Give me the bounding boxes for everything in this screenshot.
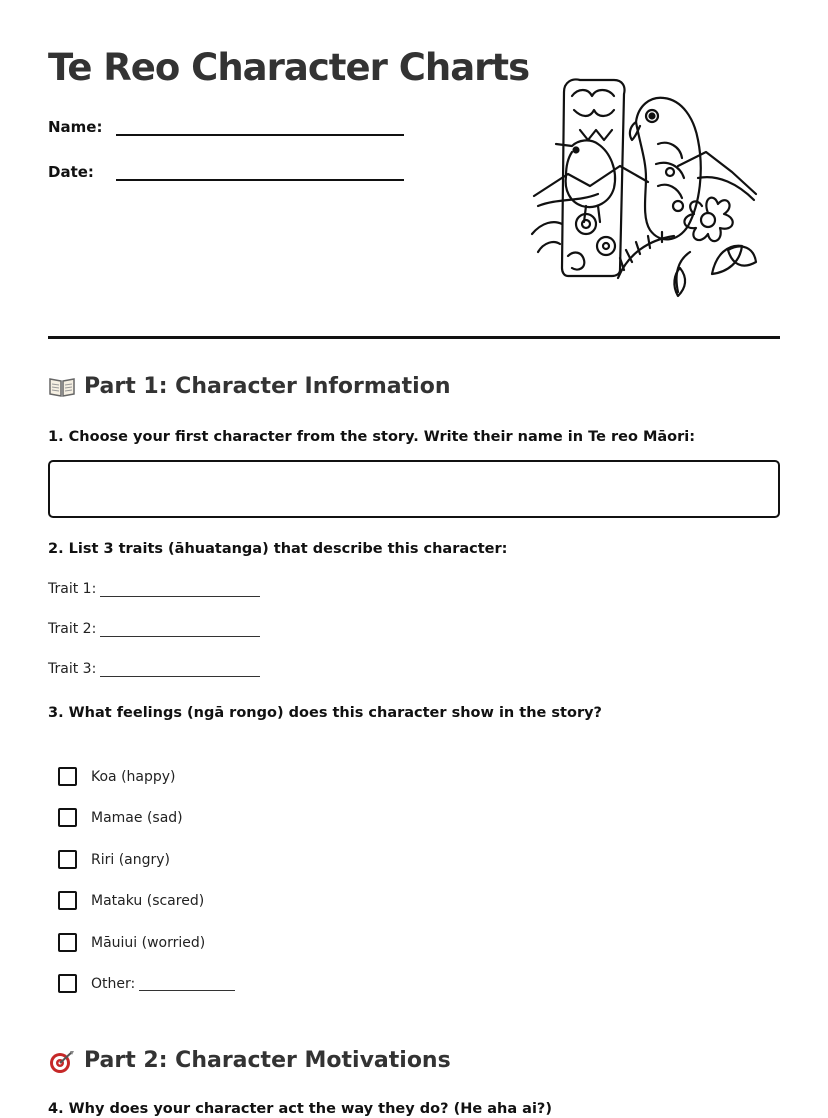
trait-label: Trait 1: xyxy=(48,581,97,597)
feeling-option-koa[interactable] xyxy=(58,767,176,786)
checkbox[interactable] xyxy=(58,974,77,993)
name-label: Name: xyxy=(48,118,103,136)
date-field-row xyxy=(48,161,404,181)
date-line[interactable] xyxy=(116,161,404,181)
part2-heading-text: Part 2: Character Motivations xyxy=(84,1048,451,1073)
feeling-label: Māuiui (worried) xyxy=(91,934,206,951)
feeling-label: Mamae (sad) xyxy=(91,809,183,826)
trait-blank[interactable] xyxy=(100,662,260,677)
dart-target-icon xyxy=(48,1049,76,1073)
checkbox[interactable] xyxy=(58,933,77,952)
feeling-label: Koa (happy) xyxy=(91,768,176,785)
feeling-label: Riri (angry) xyxy=(91,851,171,868)
question-1: 1. Choose your first character from the story. Write their name in Te reo Māori: xyxy=(48,429,696,445)
trait-row-1 xyxy=(48,581,260,597)
part1-heading-text: Part 1: Character Information xyxy=(84,374,451,399)
feeling-option-mauiui[interactable] xyxy=(58,933,205,952)
feeling-option-riri[interactable] xyxy=(58,850,170,869)
checkbox[interactable] xyxy=(58,767,77,786)
question-3: 3. What feelings (ngā rongo) does this character show in the story? xyxy=(48,705,602,721)
tiki-kiwi-parrot-illustration xyxy=(528,74,764,302)
trait-row-2 xyxy=(48,621,260,637)
question-2: 2. List 3 traits (āhuatanga) that describe this character: xyxy=(48,541,508,557)
part2-heading xyxy=(48,1048,451,1073)
checkbox[interactable] xyxy=(58,808,77,827)
feeling-label: Other: xyxy=(91,975,136,992)
open-book-icon xyxy=(48,375,76,399)
character-name-input[interactable] xyxy=(48,460,780,518)
trait-blank[interactable] xyxy=(100,582,260,597)
trait-label: Trait 3: xyxy=(48,661,97,677)
date-label: Date: xyxy=(48,163,94,181)
name-line[interactable] xyxy=(116,116,404,136)
page-title: Te Reo Character Charts xyxy=(48,46,530,89)
feeling-label: Mataku (scared) xyxy=(91,892,205,909)
name-field-row xyxy=(48,116,404,136)
header-divider xyxy=(48,336,780,339)
part1-heading xyxy=(48,374,451,399)
feeling-option-mamae[interactable] xyxy=(58,808,183,827)
other-feeling-blank[interactable] xyxy=(139,976,235,991)
trait-blank[interactable] xyxy=(100,622,260,637)
checkbox[interactable] xyxy=(58,891,77,910)
question-4: 4. Why does your character act the way they do? (He aha ai?) xyxy=(48,1101,552,1117)
feeling-option-mataku[interactable] xyxy=(58,891,204,910)
trait-row-3 xyxy=(48,661,260,677)
feeling-option-other[interactable] xyxy=(58,974,235,993)
checkbox[interactable] xyxy=(58,850,77,869)
trait-label: Trait 2: xyxy=(48,621,97,637)
